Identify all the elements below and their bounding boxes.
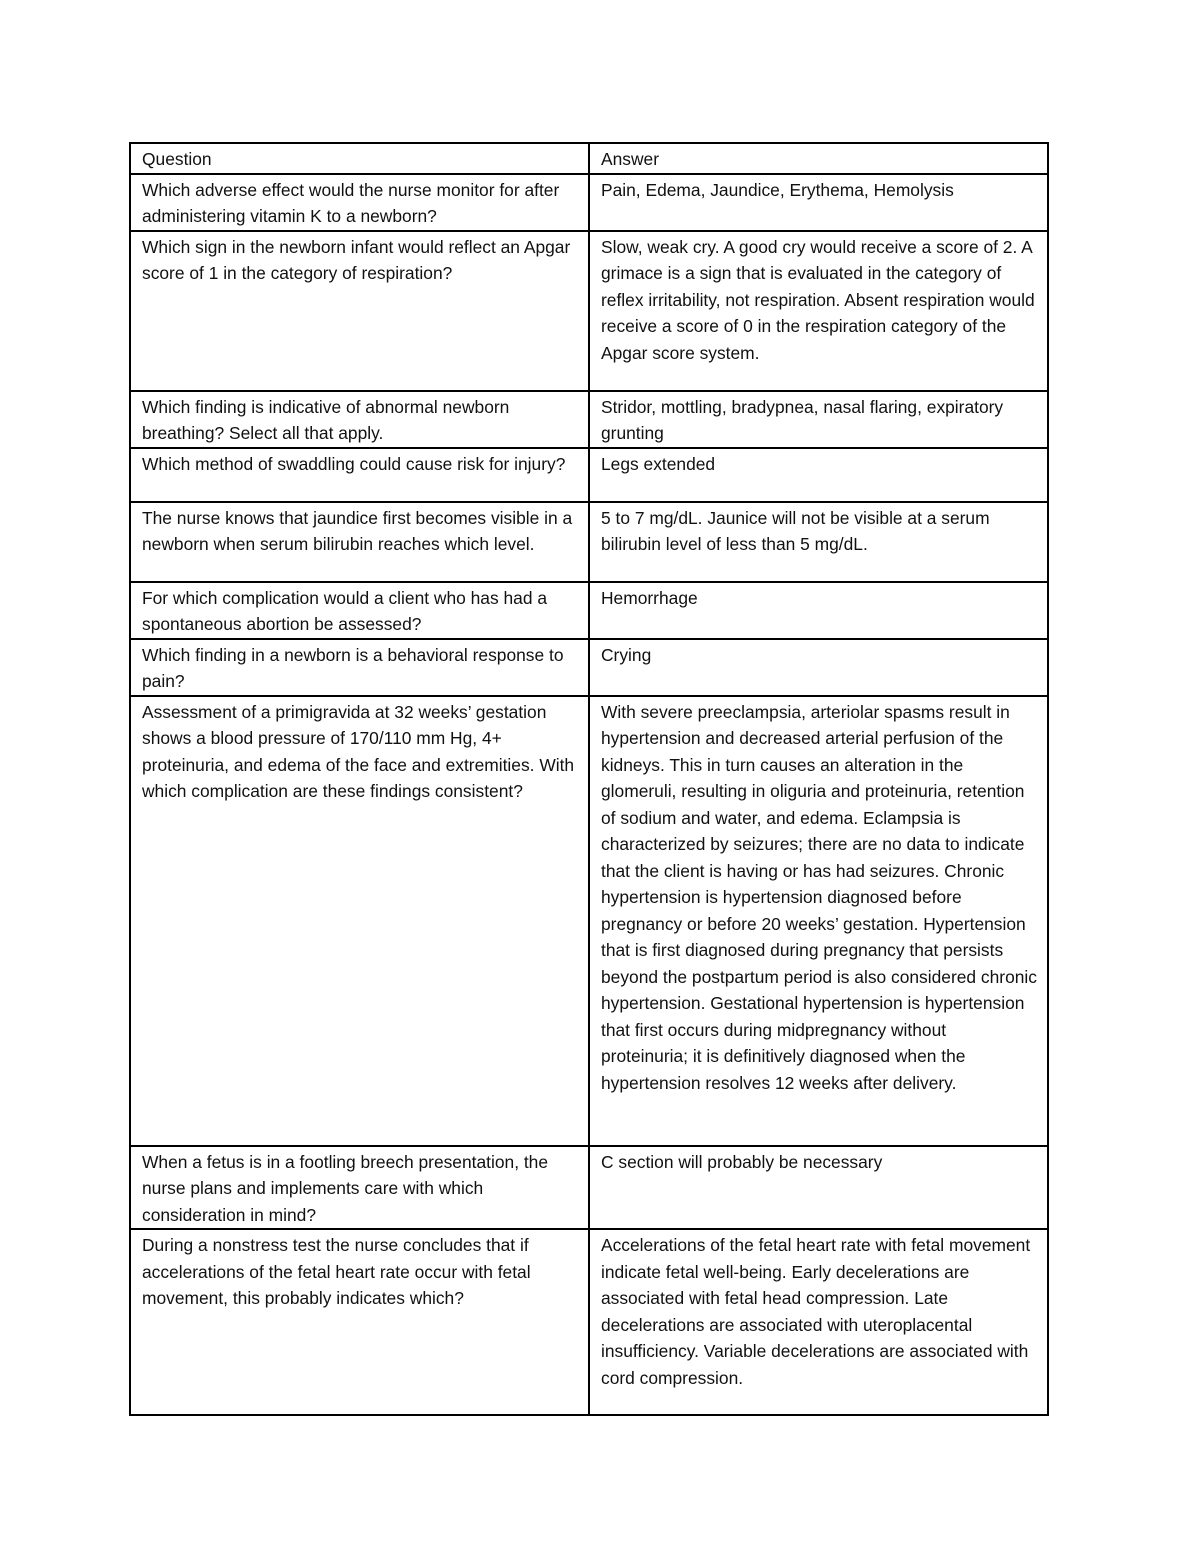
table-row	[130, 174, 1048, 231]
question-cell: Assessment of a primigravida at 32 weeks’ gestation shows a blood pressure of 170/110 mm Hg, 4+ proteinuria, and edema of the face and extremities. With which complication are these findings consistent?	[130, 696, 589, 1146]
table-row	[130, 582, 1048, 639]
answer-cell: Pain, Edema, Jaundice, Erythema, Hemolysis	[589, 174, 1048, 231]
answer-cell: 5 to 7 mg/dL. Jaunice will not be visible at a serum bilirubin level of less than 5 mg/dL.	[589, 502, 1048, 582]
question-cell: When a fetus is in a footling breech presentation, the nurse plans and implements care with which consideration in mind?	[130, 1146, 589, 1230]
question-cell: Which sign in the newborn infant would reflect an Apgar score of 1 in the category of respiration?	[130, 231, 589, 391]
answer-cell: Accelerations of the fetal heart rate with fetal movement indicate fetal well-being. Early decelerations are associated with fetal head compression. Late decelerations are associated with uteroplacental insufficiency. Variable decelerations are associated with cord compression.	[589, 1229, 1048, 1415]
answer-cell: With severe preeclampsia, arteriolar spasms result in hypertension and decreased arterial perfusion of the kidneys. This in turn causes an alteration in the glomeruli, resulting in oliguria and proteinuria, retention of sodium and water, and edema. Eclampsia is characterized by seizures; there are no data to indicate that the client is having or has had seizures. Chronic hypertension is hypertension diagnosed before pregnancy or before 20 weeks’ gestation. Hypertension that is first diagnosed during pregnancy that persists beyond the postpartum period is also considered chronic hypertension. Gestational hypertension is hypertension that first occurs during midpregnancy without proteinuria; it is definitively diagnosed when the hypertension resolves 12 weeks after delivery.	[589, 696, 1048, 1146]
question-column-header: Question	[130, 143, 589, 174]
qa-table	[129, 142, 1049, 1416]
question-cell: Which adverse effect would the nurse monitor for after administering vitamin K to a newborn?	[130, 174, 589, 231]
answer-cell: Slow, weak cry. A good cry would receive a score of 2. A grimace is a sign that is evaluated in the category of reflex irritability, not respiration. Absent respiration would receive a score of 0 in the respiration category of the Apgar score system.	[589, 231, 1048, 391]
question-cell: The nurse knows that jaundice first becomes visible in a newborn when serum bilirubin reaches which level.	[130, 502, 589, 582]
table-row	[130, 1146, 1048, 1230]
table-row	[130, 391, 1048, 448]
table-row	[130, 448, 1048, 502]
table-row	[130, 696, 1048, 1146]
answer-cell: Crying	[589, 639, 1048, 696]
table-row	[130, 639, 1048, 696]
answer-cell: C section will probably be necessary	[589, 1146, 1048, 1230]
question-cell: During a nonstress test the nurse concludes that if accelerations of the fetal heart rate occur with fetal movement, this probably indicates which?	[130, 1229, 589, 1415]
table-row	[130, 231, 1048, 391]
question-cell: Which finding in a newborn is a behavioral response to pain?	[130, 639, 589, 696]
answer-column-header: Answer	[589, 143, 1048, 174]
answer-cell: Stridor, mottling, bradypnea, nasal flaring, expiratory grunting	[589, 391, 1048, 448]
question-cell: For which complication would a client who has had a spontaneous abortion be assessed?	[130, 582, 589, 639]
answer-cell: Hemorrhage	[589, 582, 1048, 639]
question-cell: Which method of swaddling could cause risk for injury?	[130, 448, 589, 502]
question-cell: Which finding is indicative of abnormal newborn breathing? Select all that apply.	[130, 391, 589, 448]
answer-cell: Legs extended	[589, 448, 1048, 502]
table-row	[130, 502, 1048, 582]
table-header-row	[130, 143, 1048, 174]
table-row	[130, 1229, 1048, 1415]
